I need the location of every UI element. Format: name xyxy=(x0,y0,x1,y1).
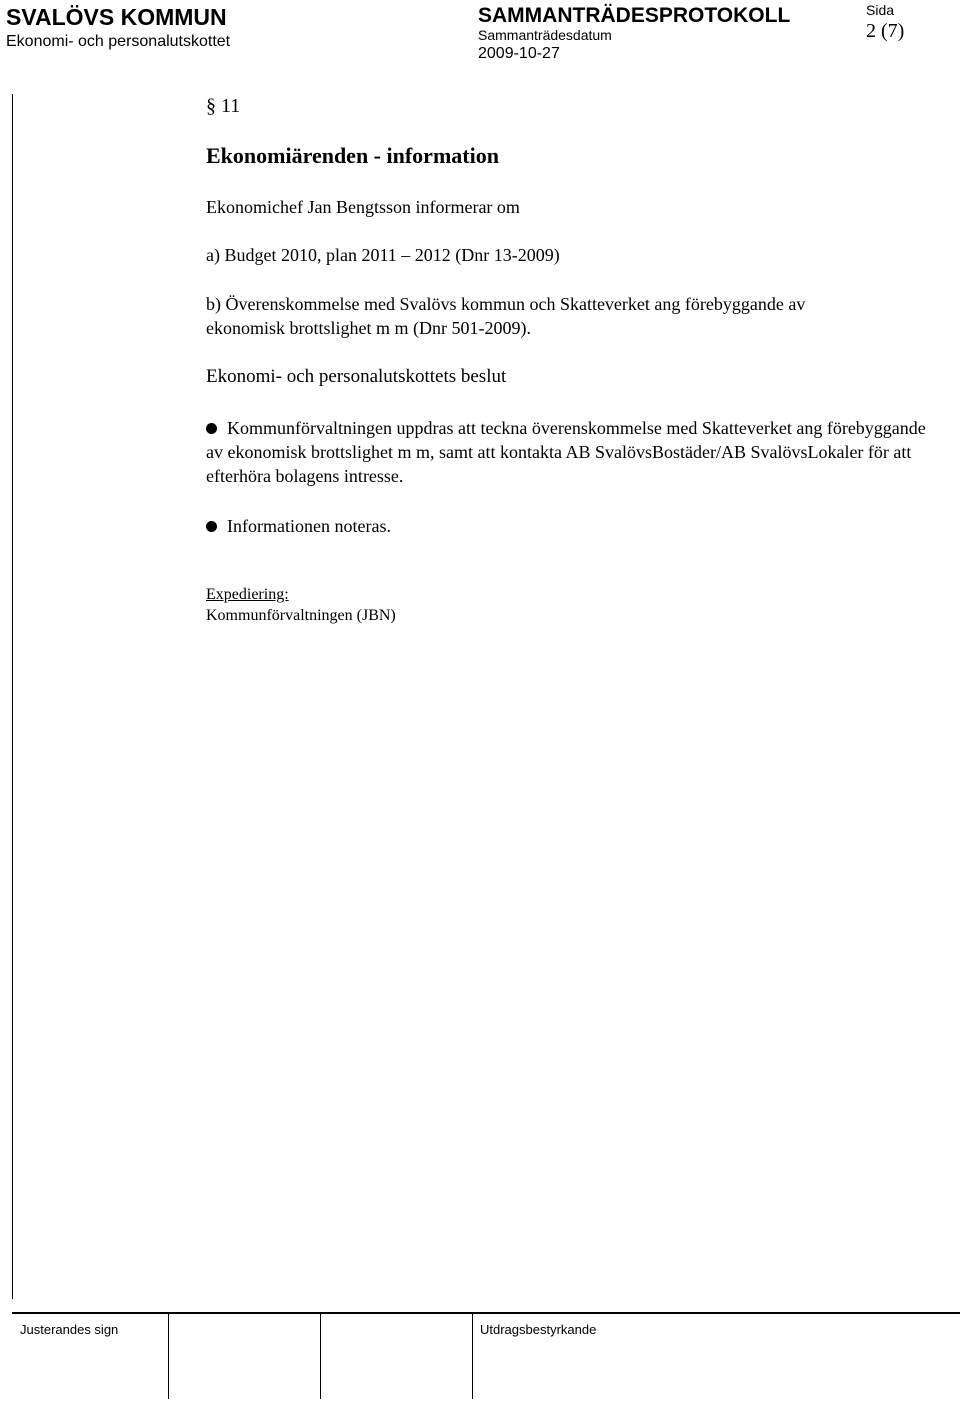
meeting-date-value: 2009-10-27 xyxy=(478,45,560,62)
meeting-date-label: Sammanträdesdatum xyxy=(478,27,612,43)
page-title: Ekonomiärenden - information xyxy=(206,143,499,168)
justerandes-sign-label: Justerandes sign xyxy=(20,1322,119,1337)
left-margin-line xyxy=(12,94,13,1299)
footer-cell-divider xyxy=(168,1313,169,1399)
utdragsbestyrkande-label: Utdragsbestyrkande xyxy=(480,1322,597,1337)
expediering-value: Kommunförvaltningen (JBN) xyxy=(206,607,396,624)
protocol-title: SAMMANTRÄDESPROTOKOLL xyxy=(478,4,791,27)
agenda-item-b-line-2: ekonomisk brottslighet m m (Dnr 501-2009). xyxy=(206,318,531,338)
bullet-dot-icon xyxy=(206,423,217,434)
decision-bullet-1 xyxy=(206,416,926,488)
page-label: Sida xyxy=(866,2,895,18)
footer-cell-divider xyxy=(320,1313,321,1399)
bullet-1-text: Kommunförvaltningen uppdras att teckna överenskommelse med Skatteverket ang förebyggande av ekonomisk brottslighet m m, samt att kontakta AB SvalövsBostäder/AB SvalövsLokaler för att efterhöra bolagens intresse. xyxy=(206,418,926,486)
decision-bullet-2 xyxy=(206,514,926,538)
footer-cell-divider xyxy=(472,1313,473,1399)
agenda-item-b-line-1: b) Överenskommelse med Svalövs kommun och Skatteverket ang förebyggande av xyxy=(206,294,806,314)
decision-heading: Ekonomi- och personalutskottets beslut xyxy=(206,366,507,387)
bullet-dot-icon xyxy=(206,521,217,532)
section-number: § 11 xyxy=(206,95,241,117)
footer-divider xyxy=(12,1312,960,1314)
organization-name: SVALÖVS KOMMUN xyxy=(6,4,227,30)
department-name: Ekonomi- och personalutskottet xyxy=(6,33,231,50)
page-number: 2 (7) xyxy=(866,20,905,42)
bullet-2-text: Informationen noteras. xyxy=(227,516,391,536)
intro-text: Ekonomichef Jan Bengtsson informerar om xyxy=(206,197,520,217)
agenda-item-a: a) Budget 2010, plan 2011 – 2012 (Dnr 13-2009) xyxy=(206,245,560,265)
expediering-label: Expediering: xyxy=(206,586,289,603)
